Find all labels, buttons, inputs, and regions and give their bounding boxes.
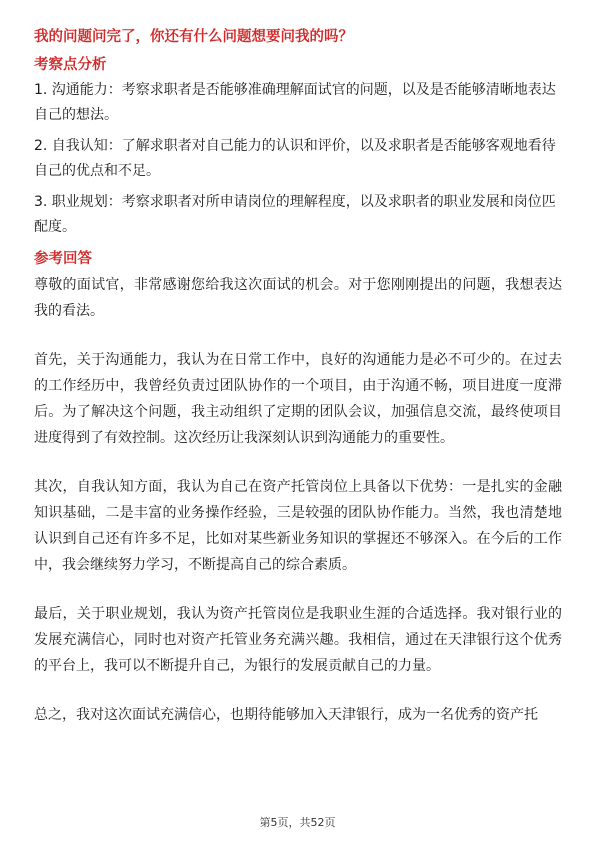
page-number: 第5页，共52页 <box>259 816 336 829</box>
answer-paragraph-self-awareness: 其次，自我认知方面，我认为自己在资产托管岗位上具备以下优势：一是扎实的金融知识基础，二是丰富的业务操作经验，三是较强的团队协作能力。当然，我也清楚地认识到自己还有许多不足，比如对某些新业务知识的掌握还不够深入。在今后的工作中，我会继续努力学习，不断提高自己的综合素质。 <box>34 479 562 573</box>
answer-title: 参考回答 <box>34 251 92 267</box>
analysis-title: 考察点分析 <box>34 57 107 73</box>
analysis-item-career-planning: 3. 职业规划：考察求职者对所申请岗位的理解程度，以及求职者的职业发展和岗位匹配度。 <box>34 194 556 235</box>
answer-paragraph-conclusion: 总之，我对这次面试充满信心，也期待能够加入天津银行，成为一名优秀的资产托 <box>34 707 538 723</box>
page-content <box>34 26 562 751</box>
analysis-item-self-awareness: 2. 自我认知：了解求职者对自己能力的认识和评价，以及求职者是否能够客观地看待自己的优点和不足。 <box>34 138 556 179</box>
answer-paragraph-communication: 首先，关于沟通能力，我认为在日常工作中，良好的沟通能力是必不可少的。在过去的工作经历中，我曾经负责过团队协作的一个项目，由于沟通不畅，项目进度一度滞后。为了解决这个问题，我主动组织了定期的团队会议，加强信息交流，最终使项目进度得到了有效控制。这次经历让我深刻认识到沟通能力的重要性。 <box>34 352 562 446</box>
analysis-item-communication: 1. 沟通能力：考察求职者是否能够准确理解面试官的问题，以及是否能够清晰地表达自己的想法。 <box>34 82 556 123</box>
answer-paragraph-career: 最后，关于职业规划，我认为资产托管岗位是我职业生涯的合适选择。我对银行业的发展充满信心，同时也对资产托管业务充满兴趣。我相信，通过在天津银行这个优秀的平台上，我可以不断提升自己，为银行的发展贡献自己的力量。 <box>34 606 562 674</box>
answer-paragraph-intro: 尊敬的面试官，非常感谢您给我这次面试的机会。对于您刚刚提出的问题，我想表达我的看法。 <box>34 277 562 319</box>
question-heading: 我的问题问完了，你还有什么问题想要问我的吗？ <box>34 29 353 45</box>
analysis-list <box>34 78 562 240</box>
answer-body <box>34 272 562 728</box>
